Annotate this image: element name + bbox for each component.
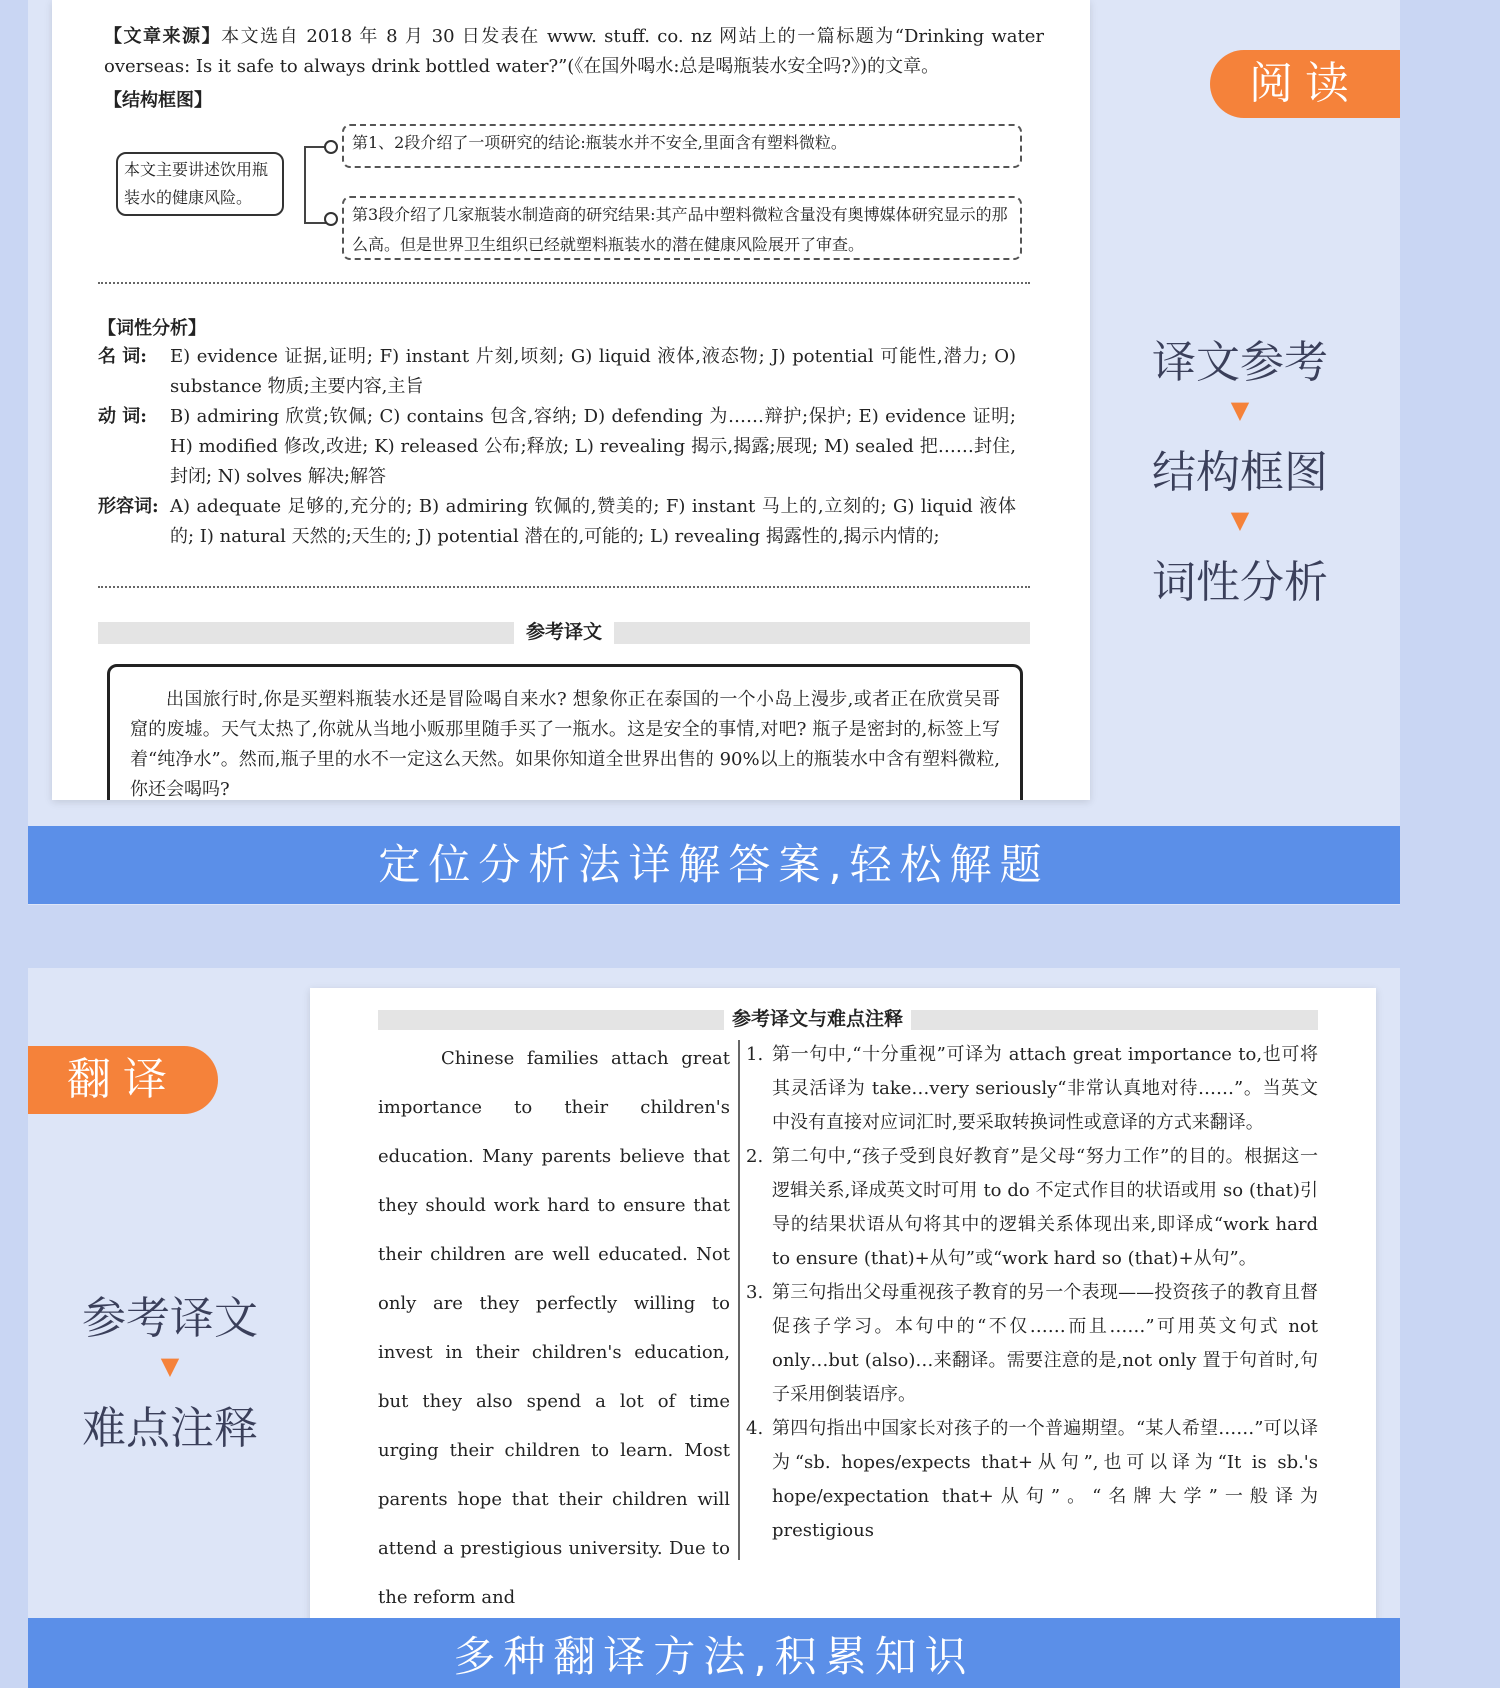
flow-step-2: 结构框图 — [1152, 447, 1328, 498]
structure-point-1: 第1、2段介绍了一项研究的结论:瓶装水并不安全,里面含有塑料微粒。 — [342, 124, 1022, 168]
reference-translation-box: 出国旅行时,你是买塑料瓶装水还是冒险喝自来水? 想象你正在泰国的一个小岛上漫步,或者正在欣赏吴哥窟的废墟。天气太热了,你就从当地小贩那里随手买了一瓶水。这是安全的事情,对吧? 瓶子是密封的,标签上写着“纯净水”。然而,瓶子里的水不一定这么天然。如果你知道全世界出售的 90%以上的瓶装水中含有塑料微粒,你还会喝吗? — [107, 664, 1023, 800]
translation-banner: 多种翻译方法,积累知识 — [28, 1618, 1400, 1688]
translation-notes-title: 参考译文与难点注释 — [724, 1004, 911, 1031]
down-arrow-icon: ▼ — [160, 1352, 180, 1380]
column-divider — [738, 1040, 740, 1560]
adjectives-row — [98, 492, 1030, 552]
nouns-row — [98, 342, 1030, 402]
structure-title: 【结构框图】 — [104, 90, 212, 111]
down-arrow-icon: ▼ — [1230, 396, 1250, 424]
reading-document — [52, 0, 1090, 800]
note-text: 第四句指出中国家长对孩子的一个普遍期望。“某人希望……”可以译为“sb. hopes/expects that+从句”,也可以译为“It is sb.'s hope/expectation that+从句”。“名牌大学”一般译为 prestigious — [772, 1418, 1318, 1541]
verbs-row — [98, 402, 1030, 492]
english-translation — [378, 1034, 730, 1622]
verbs-label: 动 词: — [98, 406, 147, 427]
divider — [98, 282, 1030, 284]
flow-step-1: 译文参考 — [1152, 337, 1328, 388]
source-label: 【文章来源】 — [104, 26, 222, 47]
translation-tag: 翻译 — [28, 1046, 218, 1114]
note-item — [746, 1276, 1318, 1412]
note-number: 2. — [746, 1146, 764, 1167]
flow-step-2: 难点注释 — [82, 1403, 258, 1454]
connector-dot-icon — [324, 140, 338, 154]
flow-step-3: 词性分析 — [1152, 557, 1328, 608]
note-item — [746, 1140, 1318, 1276]
divider — [98, 586, 1030, 588]
adjectives-text: A) adequate 足够的,充分的; B) admiring 钦佩的,赞美的; F) instant 马上的,立刻的; G) liquid 液体的; I) natural 天然的;天生的; J) potential 潜在的,可能的; L) revealing 揭露性的,揭示内情的; — [170, 496, 1016, 547]
note-number: 1. — [746, 1044, 764, 1065]
difficulty-notes — [746, 1038, 1318, 1548]
reading-banner: 定位分析法详解答案,轻松解题 — [28, 826, 1400, 904]
flow-step-1: 参考译文 — [82, 1293, 258, 1344]
word-analysis-title: 【词性分析】 — [98, 318, 206, 339]
connector-dot-icon — [324, 212, 338, 226]
note-number: 3. — [746, 1282, 764, 1303]
translation-document — [310, 988, 1376, 1638]
main-idea-box: 本文主要讲述饮用瓶装水的健康风险。 — [116, 152, 284, 216]
structure-point-2: 第3段介绍了几家瓶装水制造商的研究结果:其产品中塑料微粒含量没有奥博媒体研究显示的那么高。但是世界卫生组织已经就塑料瓶装水的潜在健康风险展开了审查。 — [342, 196, 1022, 260]
note-item — [746, 1038, 1318, 1140]
note-text: 第三句指出父母重视孩子教育的另一个表现——投资孩子的教育且督促孩子学习。本句中的“不仅……而且……”可用英文句式 not only…but (also)…来翻译。需要注意的是,not only 置于句首时,句子采用倒装语序。 — [772, 1282, 1318, 1405]
nouns-text: E) evidence 证据,证明; F) instant 片刻,顷刻; G) liquid 液体,液态物; J) potential 可能性,潜力; O) substance 物质;主要内容,主旨 — [170, 346, 1016, 397]
reading-tag: 阅读 — [1210, 50, 1400, 118]
source-text: 本文选自 2018 年 8 月 30 日发表在 www. stuff. co. nz 网站上的一篇标题为“Drinking water overseas: Is it safe to always drink bottled water?”(《在国外喝水:总是喝瓶装水安全吗?》)的文章。 — [104, 26, 1044, 77]
verbs-text: B) admiring 欣赏;钦佩; C) contains 包含,容纳; D) defending 为……辩护;保护; E) evidence 证明; H) modified 修改,改进; K) released 公布;释放; L) revealing 揭示,揭露;展现; M) sealed 把……封住,封闭; N) solves 解决;解答 — [170, 406, 1016, 487]
english-text: Chinese families attach great importance to their children's education. Many parents believe that they should work hard to ensure that their children are well educated. Not only are they perfectly willing to invest in their children's education, but they also spend a lot of time urging their children to learn. Most parents hope that their children will attend a prestigious university. Due to the reform and — [378, 1048, 730, 1608]
note-item — [746, 1412, 1318, 1548]
nouns-label: 名 词: — [98, 346, 147, 367]
note-text: 第一句中,“十分重视”可译为 attach great importance to,也可将其灵活译为 take…very seriously“非常认真地对待……”。当英文中没有直接对应词汇时,要采取转换词性或意译的方式来翻译。 — [772, 1044, 1318, 1133]
note-text: 第二句中,“孩子受到良好教育”是父母“努力工作”的目的。根据这一逻辑关系,译成英文时可用 to do 不定式作目的状语或用 so (that)引导的结果状语从句将其中的逻辑关系体现出来,即译成“work hard to ensure (that)+从句”或“work hard so (that)+从句”。 — [772, 1146, 1318, 1269]
reference-translation-title: 参考译文 — [514, 617, 614, 644]
article-source — [104, 22, 1044, 82]
down-arrow-icon: ▼ — [1230, 506, 1250, 534]
note-number: 4. — [746, 1418, 764, 1439]
adjectives-label: 形容词: — [98, 496, 159, 517]
